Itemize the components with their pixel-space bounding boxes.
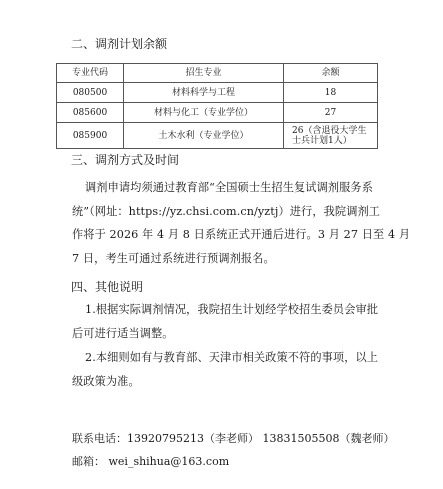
cell-major: 土木水利（专业学位）: [124, 123, 284, 149]
header-major: 招生专业: [124, 64, 284, 83]
contact-phone: 联系电话：13920795213（李老师） 13831505508（魏老师）: [72, 432, 395, 445]
text-line: 调剂申请均须通过教育部“全国硕士生招生复试调剂服务系: [85, 181, 374, 194]
text-line: 作将于 2026 年 4 月 8 日系统正式开通后进行。3 月 27 日至 4 月: [72, 228, 411, 242]
text-line: 1.根据实际调剂情况，我院招生计划经学校招生委员会审批: [85, 303, 379, 316]
text-line: 后可进行适当调整。: [72, 326, 174, 340]
cell-code: 080500: [57, 83, 124, 103]
cell-quota: 26（含退役大学生士兵计划1人）: [284, 123, 378, 149]
paragraph-item-1: [72, 298, 390, 345]
text-line: 7 日，考生可通过系统进行预调剂报名。: [72, 251, 275, 265]
cell-major: 材料与化工（专业学位）: [124, 103, 284, 123]
paragraph-method: [72, 176, 411, 270]
text-line: 2.本细则如有与教育部、天津市相关政策不符的事项，以上: [85, 351, 379, 364]
cell-code: 085900: [57, 123, 124, 149]
section-heading-method: 三、调剂方式及时间: [71, 153, 180, 167]
text-line: 级政策为准。: [72, 374, 140, 388]
quota-table: [56, 63, 378, 149]
table-row: [57, 103, 378, 123]
table-row: [57, 123, 378, 149]
text-line: 统”（网址：https://yz.chsi.com.cn/yztj）进行，我院调剂工: [72, 204, 381, 218]
table-row: [57, 83, 378, 103]
section-heading-quota: 二、调剂计划余额: [71, 37, 168, 51]
cell-code: 085600: [57, 103, 124, 123]
cell-major: 材料科学与工程: [124, 83, 284, 103]
header-quota: 余额: [284, 64, 378, 83]
contact-email: 邮箱： wei_shihua@163.com: [72, 455, 230, 468]
table-header-row: [57, 64, 378, 83]
section-heading-other: 四、其他说明: [71, 280, 144, 294]
cell-quota: 18: [284, 83, 378, 103]
paragraph-item-2: [72, 346, 390, 393]
cell-quota: 27: [284, 103, 378, 123]
header-code: 专业代码: [57, 64, 124, 83]
